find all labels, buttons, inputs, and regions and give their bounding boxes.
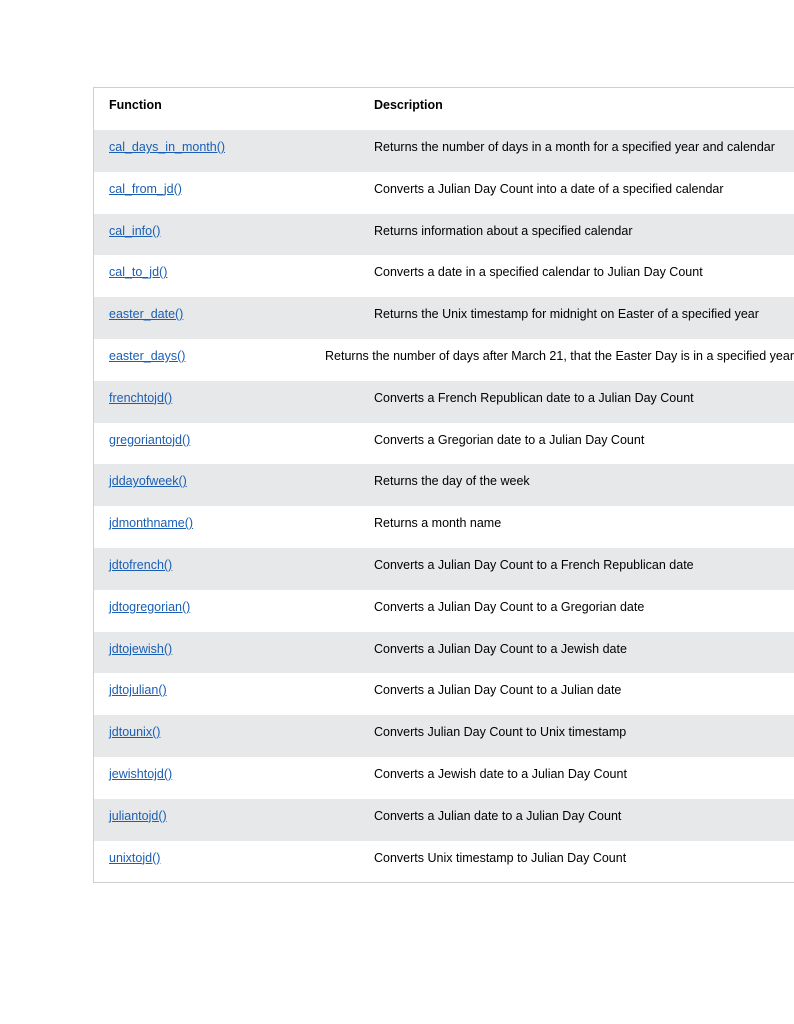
function-cell: [94, 381, 374, 405]
description-cell: Returns the Unix timestamp for midnight on Easter of a specified year: [374, 307, 759, 322]
description-cell: Converts a Julian Day Count to a Julian date: [374, 683, 622, 698]
table-row: [94, 381, 794, 423]
function-link[interactable]: jdtounix(): [109, 725, 161, 740]
table-row: [94, 841, 794, 883]
table-row: [94, 423, 794, 465]
table-row: [94, 506, 794, 548]
table-row: [94, 632, 794, 674]
description-cell: Converts a Jewish date to a Julian Day Count: [374, 766, 627, 781]
function-cell: [94, 590, 374, 614]
function-link[interactable]: jdtofrench(): [109, 557, 173, 572]
function-cell: [94, 673, 374, 697]
function-cell: [94, 506, 374, 530]
header-function: Function: [109, 98, 162, 112]
description-cell: Returns the number of days after March 21, that the Easter Day is in a specified year: [325, 348, 794, 363]
function-cell: [94, 423, 374, 447]
function-link[interactable]: unixtojd(): [109, 850, 161, 865]
function-link[interactable]: jdtogregorian(): [109, 599, 191, 614]
description-cell: Converts a date in a specified calendar to Julian Day Count: [374, 265, 703, 280]
function-link[interactable]: jdtojulian(): [109, 683, 167, 698]
function-cell: [94, 632, 374, 656]
function-link[interactable]: easter_days(): [109, 348, 186, 363]
function-link[interactable]: frenchtojd(): [109, 390, 173, 405]
function-link[interactable]: jdmonthname(): [109, 516, 194, 531]
table-row: [94, 255, 794, 297]
function-link[interactable]: jdtojewish(): [109, 641, 173, 656]
description-cell: Converts a Julian date to a Julian Day Count: [374, 808, 622, 823]
description-cell: Returns the number of days in a month for a specified year and calendar: [374, 140, 775, 154]
function-link[interactable]: easter_date(): [109, 307, 184, 322]
function-cell: [94, 464, 374, 488]
function-cell: [94, 548, 374, 572]
table-header-row: [94, 88, 794, 130]
header-description: Description: [374, 98, 443, 112]
description-cell: Returns a month name: [374, 516, 502, 531]
function-link[interactable]: jewishtojd(): [109, 766, 173, 781]
function-link[interactable]: cal_days_in_month(): [109, 140, 226, 154]
function-cell: [94, 715, 374, 739]
function-cell: [94, 841, 374, 865]
function-link[interactable]: cal_info(): [109, 223, 161, 238]
description-cell: Returns the day of the week: [374, 474, 530, 489]
table-row: [94, 464, 794, 506]
function-link[interactable]: cal_to_jd(): [109, 265, 168, 280]
table-row: [94, 673, 794, 715]
calendar-functions-table: [93, 87, 794, 883]
function-link[interactable]: cal_from_jd(): [109, 181, 182, 196]
description-cell: Converts a Julian Day Count to a Jewish date: [374, 641, 627, 656]
table-row: [94, 297, 794, 339]
table-row: [94, 214, 794, 256]
function-link[interactable]: gregoriantojd(): [109, 432, 191, 447]
function-cell: [94, 297, 374, 321]
description-cell: Converts a Julian Day Count to a Gregorian date: [374, 599, 645, 614]
description-cell: Converts Julian Day Count to Unix timestamp: [374, 725, 627, 740]
description-cell: Converts a Julian Day Count to a French Republican date: [374, 557, 694, 572]
description-cell: Converts Unix timestamp to Julian Day Count: [374, 850, 627, 865]
table-row: [94, 757, 794, 799]
table-row: [94, 590, 794, 632]
description-cell: Converts a French Republican date to a Julian Day Count: [374, 390, 694, 405]
table-row: [94, 715, 794, 757]
function-link[interactable]: jddayofweek(): [109, 474, 187, 489]
table-row: [94, 548, 794, 590]
table-body: [94, 130, 794, 882]
function-cell: [94, 799, 374, 823]
function-cell: [94, 214, 374, 238]
table-row: [94, 130, 794, 172]
description-cell: Returns information about a specified calendar: [374, 223, 633, 238]
table-row: [94, 799, 794, 841]
description-cell: Converts a Gregorian date to a Julian Day Count: [374, 432, 645, 447]
function-cell: [94, 130, 374, 154]
function-cell: [94, 255, 374, 279]
description-cell: Converts a Julian Day Count into a date of a specified calendar: [374, 181, 724, 196]
table-row: [94, 339, 794, 381]
table-row: [94, 172, 794, 214]
function-link[interactable]: juliantojd(): [109, 808, 167, 823]
function-cell: [94, 172, 374, 196]
function-cell: [94, 339, 325, 363]
function-cell: [94, 757, 374, 781]
